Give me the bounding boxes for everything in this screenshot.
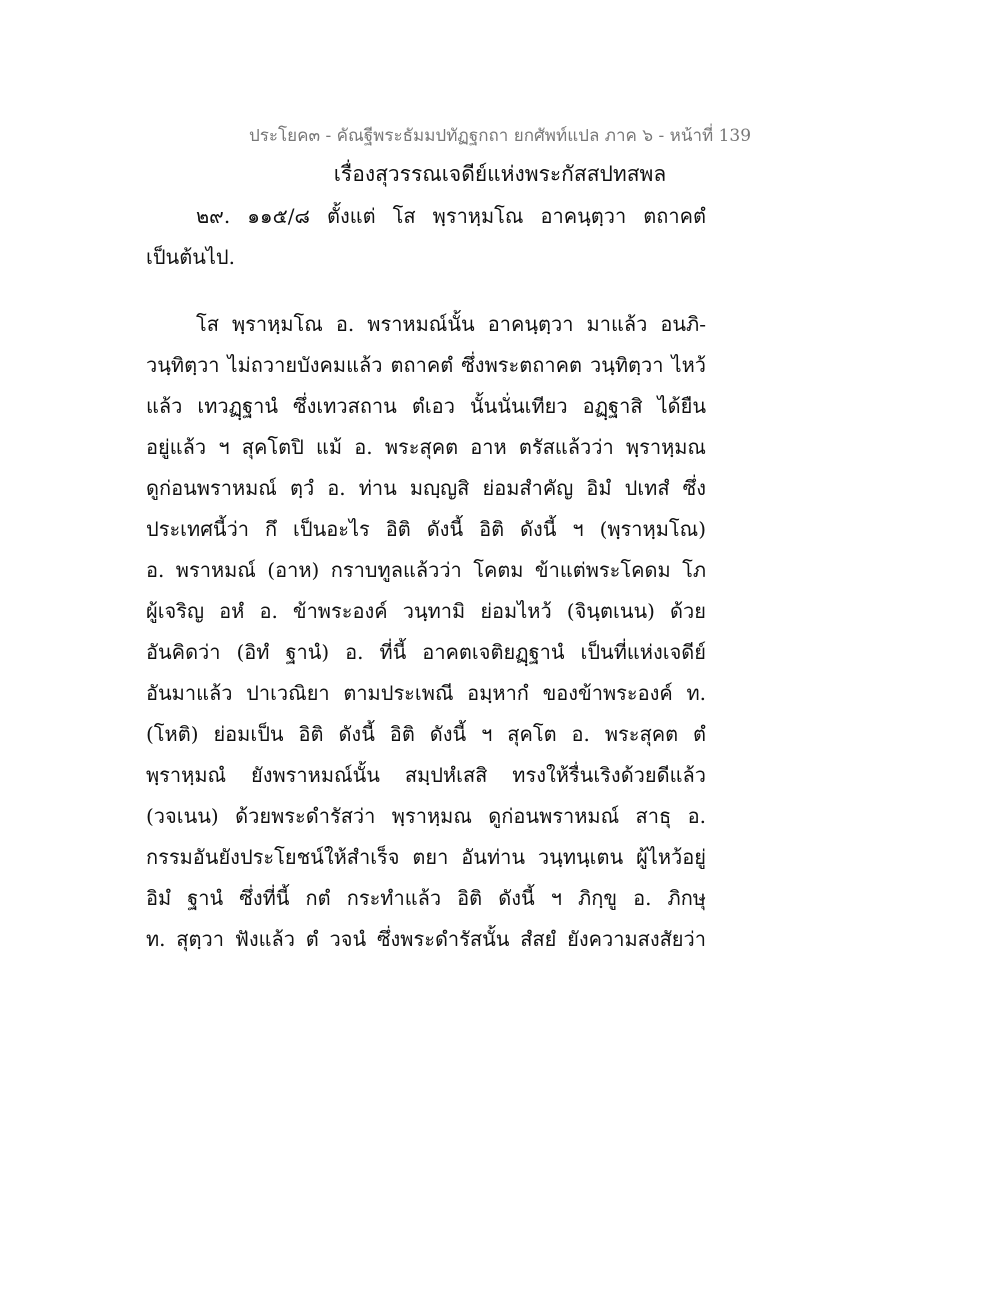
text-line: พฺราหฺมณํ ยังพราหมณ์นั้น สมฺปหํเสสิ ทรงให้รื่นเริงด้วยดีแล้ว	[146, 763, 706, 787]
running-header: ประโยค๓ - คัณฐีพระธัมมปทัฏฐกถา ยกศัพท์แปล ภาค ๖ - หน้าที่ 139	[248, 126, 752, 146]
text-line: กรรมอันยังประโยชน์ให้สำเร็จ ตยา อันท่าน วนฺทนฺเตน ผู้ไหว้อยู่	[146, 845, 706, 869]
text-line: (วจเนน) ด้วยพระดำรัสว่า พฺราหฺมณ ดูก่อนพราหมณ์ สาธุ อ.	[146, 804, 706, 828]
text-body	[146, 196, 706, 960]
text-line: อยู่แล้ว ฯ สุคโตปิ แม้ อ. พระสุคต อาห ตรัสแล้วว่า พฺราหฺมณ	[146, 435, 706, 459]
text-line: อ. พราหมณ์ (อาห) กราบทูลแล้วว่า โคตม ข้าแต่พระโคดม โภ	[146, 558, 706, 582]
story-title: เรื่องสุวรรณเจดีย์แห่งพระกัสสปทสพล	[333, 162, 667, 186]
reference-line: เป็นต้นไป.	[146, 245, 235, 269]
text-line: อิมํ ฐานํ ซึ่งที่นี้ กตํ กระทำแล้ว อิติ ดังนี้ ฯ ภิกฺขู อ. ภิกษุ	[146, 886, 706, 910]
reference-line: ๒๙. ๑๑๕/๘ ตั้งแต่ โส พฺราหฺมโณ อาคนฺตฺวา ตถาคตํ	[196, 204, 706, 228]
text-line: ผู้เจริญ อหํ อ. ข้าพระองค์ วนฺทามิ ย่อมไหว้ (จินฺตเนน) ด้วย	[146, 599, 706, 623]
text-line: โส พฺราหฺมโณ อ. พราหมณ์นั้น อาคนฺตฺวา มาแล้ว อนภิ-	[196, 312, 706, 336]
text-line: (โหติ) ย่อมเป็น อิติ ดังนี้ อิติ ดังนี้ ฯ สุคโต อ. พระสุคต ตํ	[146, 722, 706, 746]
text-line: ท. สุตฺวา ฟังแล้ว ตํ วจนํ ซึ่งพระดำรัสนั้น สํสยํ ยังความสงสัยว่า	[146, 927, 706, 951]
text-line: แล้ว เทวฏฺฐานํ ซึ่งเทวสถาน ตํเอว นั้นนั่นเทียว อฏฺฐาสิ ได้ยืน	[146, 394, 706, 418]
text-line: วนฺทิตฺวา ไม่ถวายบังคมแล้ว ตถาคตํ ซึ่งพระตถาคต วนฺทิตฺวา ไหว้	[146, 353, 706, 377]
paragraph-gap	[146, 278, 706, 304]
text-line: อันมาแล้ว ปาเวณิยา ตามประเพณี อมฺหากํ ของข้าพระองค์ ท.	[146, 681, 706, 705]
text-line: อันคิดว่า (อิทํ ฐานํ) อ. ที่นี้ อาคตเจติยฏฺฐานํ เป็นที่แห่งเจดีย์	[146, 640, 706, 664]
text-line: ดูก่อนพราหมณ์ ตฺวํ อ. ท่าน มญฺญสิ ย่อมสำคัญ อิมํ ปเทสํ ซึ่ง	[146, 476, 706, 500]
text-line: ประเทศนี้ว่า กึ เป็นอะไร อิติ ดังนี้ อิติ ดังนี้ ฯ (พฺราหฺมโณ)	[146, 517, 706, 541]
